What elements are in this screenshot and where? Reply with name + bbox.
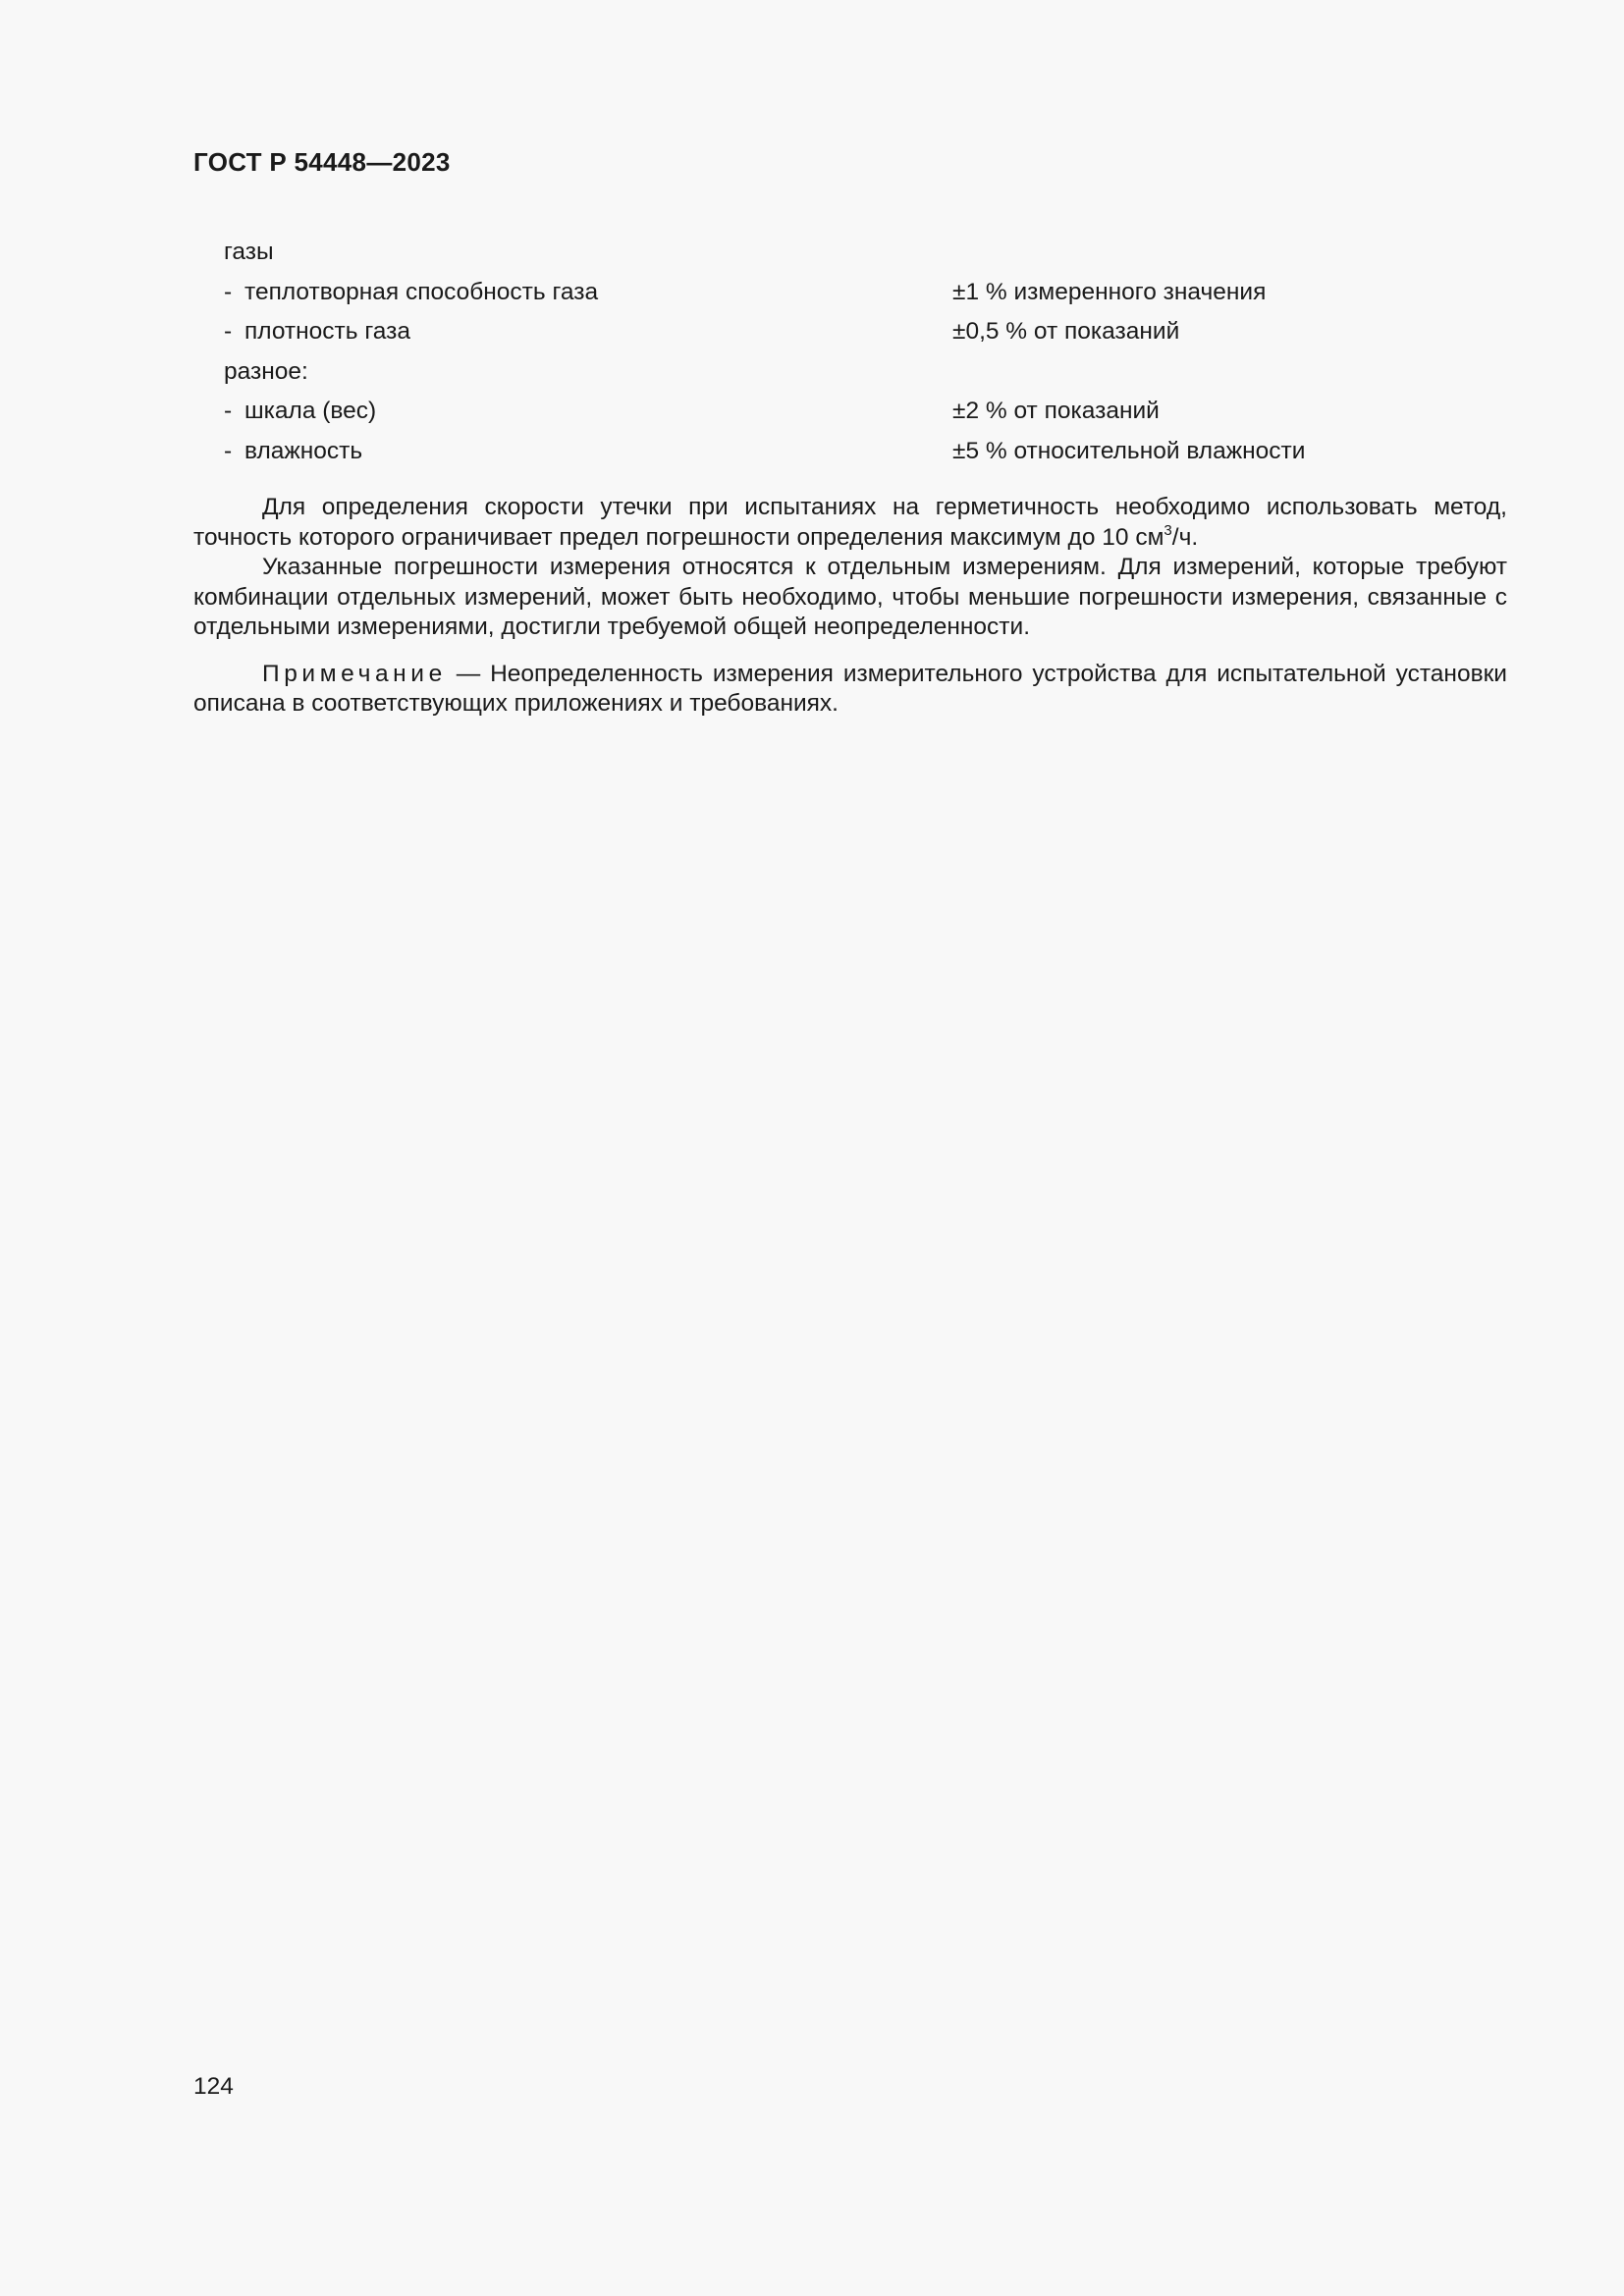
parameter-name: влажность [244, 437, 363, 464]
paragraph-text-tail: /ч. [1171, 523, 1199, 551]
accuracy-value: ±0,5 % от показаний [952, 318, 1180, 346]
superscript: 3 [1164, 521, 1172, 539]
parameter-name: шкала (вес) [244, 398, 377, 425]
list-dash: - [224, 398, 233, 425]
accuracy-value: ±5 % относительной влажности [952, 437, 1306, 464]
list-group-heading [224, 233, 1432, 273]
accuracy-value: ±2 % от показаний [952, 398, 1160, 425]
list-dash: - [224, 318, 233, 346]
measurement-accuracy-list [224, 233, 1432, 472]
paragraph-text: Для определения скорости утечки при испытаниях на герметичность необходимо использовать метод, точность которого ограничивает предел погрешности определения максимум до 10 см [193, 494, 1507, 551]
note-text: — Неопределенность измерения измерительного устройства для испытательной установки описана в соответствующих приложениях и требованиях. [193, 660, 1507, 717]
list-item [224, 432, 1432, 472]
misc-heading: разное: [224, 357, 308, 385]
note-label: Примечание [262, 660, 447, 687]
parameter-name: плотность газа [244, 318, 410, 346]
note-paragraph [193, 660, 1507, 720]
list-dash: - [224, 278, 233, 305]
body-text [193, 493, 1507, 720]
page-number: 124 [193, 2073, 234, 2100]
gases-heading: газы [224, 239, 274, 265]
list-item [224, 392, 1432, 432]
list-item [224, 273, 1432, 313]
document-id-header: ГОСТ Р 54448—2023 [193, 147, 451, 177]
list-group-heading [224, 352, 1432, 393]
list-item [224, 312, 1432, 352]
list-dash: - [224, 437, 233, 464]
parameter-name: теплотворная способность газа [244, 278, 599, 305]
leak-rate-paragraph [193, 493, 1507, 553]
measurement-errors-paragraph: Указанные погрешности измерения относятся к отдельным измерениям. Для измерений, которые требуют комбинации отдельных измерений, может быть необходимо, чтобы меньшие погрешности измерения, связанные с отдельными измерениями, достигли требуемой общей неопределенности. [193, 554, 1507, 640]
accuracy-value: ±1 % измеренного значения [952, 278, 1267, 305]
